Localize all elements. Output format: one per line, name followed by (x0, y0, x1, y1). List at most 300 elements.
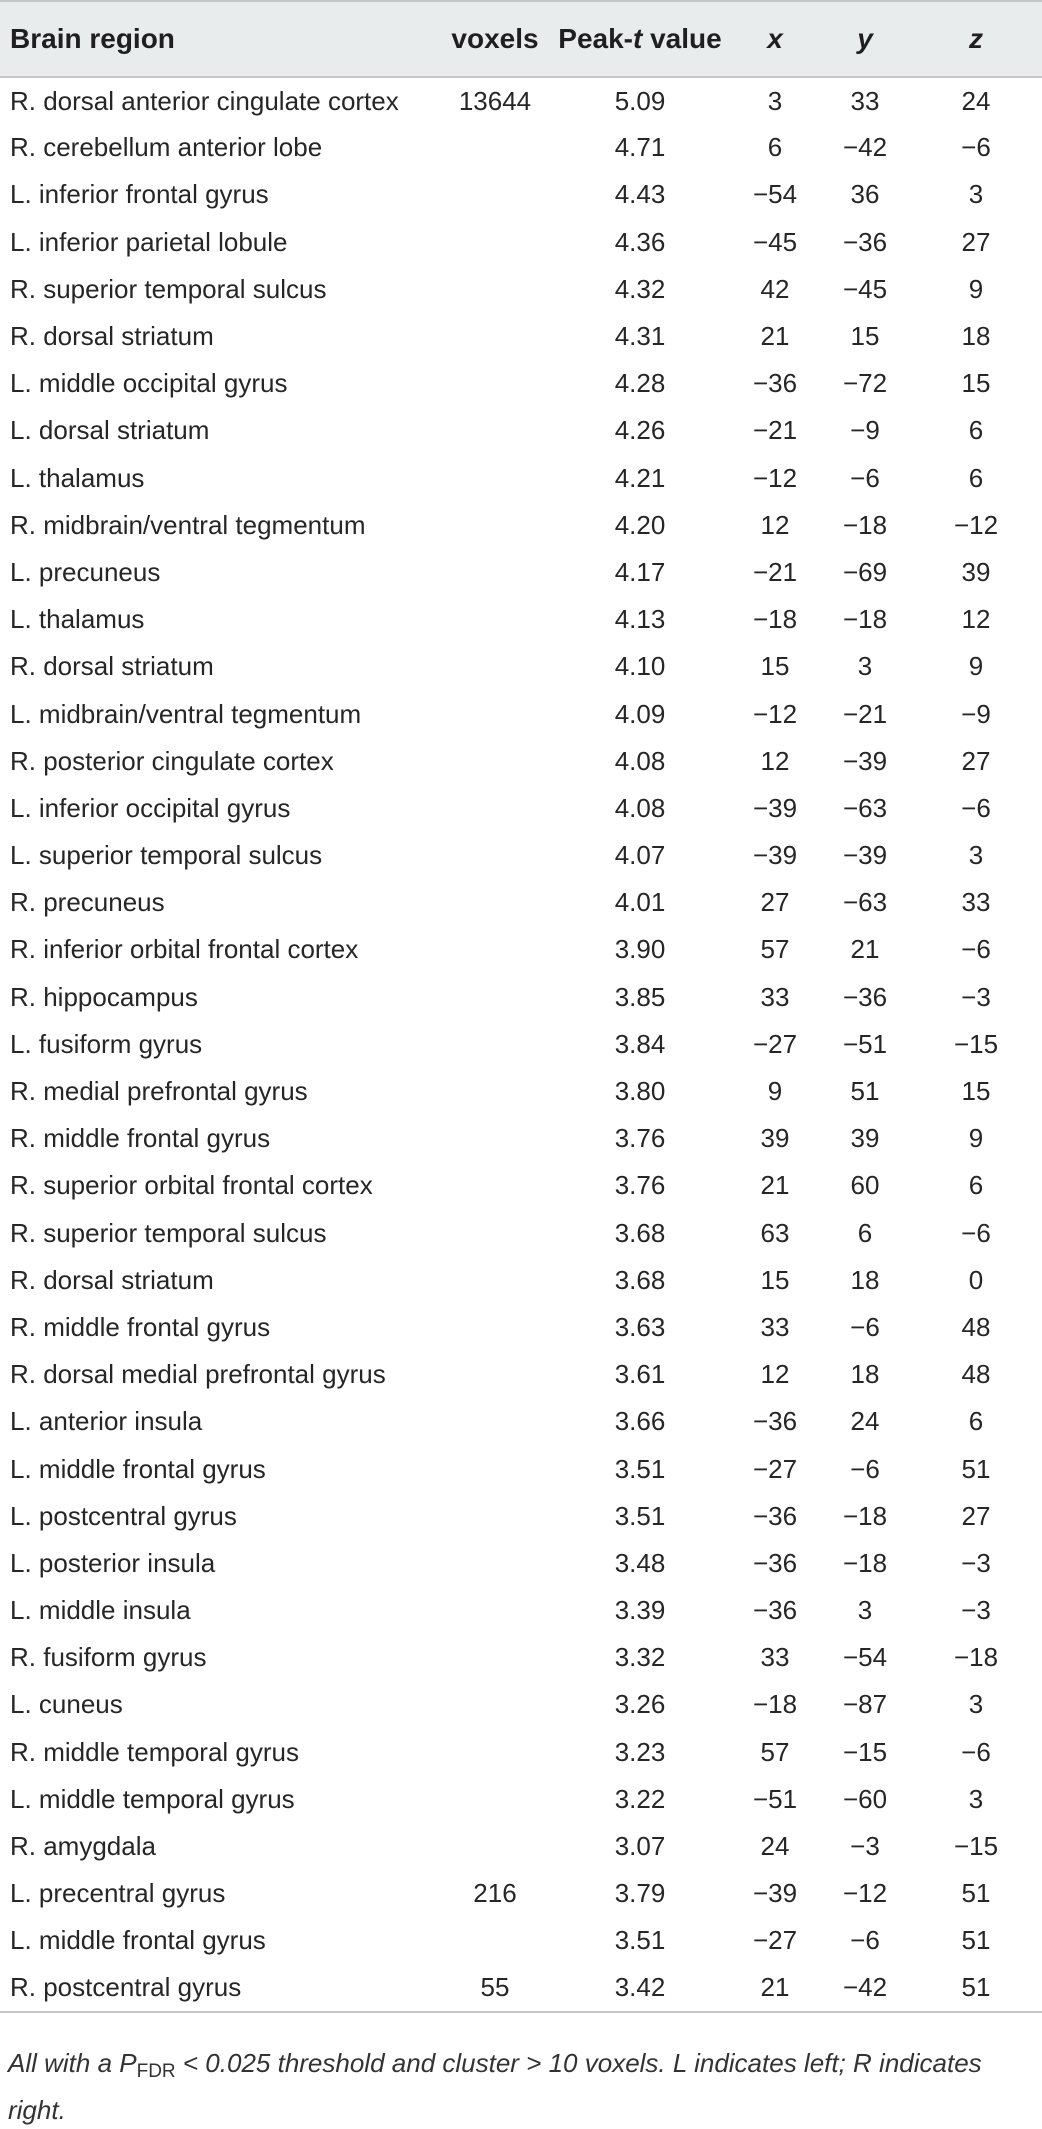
table-row (0, 1493, 1042, 1540)
table-row (0, 360, 1042, 407)
cell-x: 3 (767, 85, 783, 116)
cell-brain-region: L. inferior parietal lobule (10, 226, 288, 257)
cell-x: 27 (760, 887, 790, 918)
cell-brain-region: L. anterior insula (10, 1406, 203, 1437)
cell-x: 33 (760, 1311, 790, 1342)
cell-brain-region: R. medial prefrontal gyrus (10, 1076, 308, 1107)
cell-peak-t-value: 3.68 (614, 1264, 666, 1295)
cell-peak-t-value: 4.31 (614, 321, 666, 352)
cell-y: −42 (842, 132, 888, 163)
table-row (0, 926, 1042, 973)
cell-z: 9 (968, 651, 984, 682)
cell-peak-t-value: 4.32 (614, 273, 666, 304)
cell-y: 3 (857, 1595, 873, 1626)
cell-x: 12 (760, 509, 790, 540)
cell-voxels (440, 1729, 550, 1776)
table-row (0, 1068, 1042, 1115)
cell-voxels (440, 171, 550, 218)
cell-peak-t-value: 3.32 (614, 1642, 666, 1673)
cell-brain-region: R. dorsal striatum (10, 321, 214, 352)
cell-y: −63 (842, 792, 888, 823)
cell-brain-region: R. superior temporal sulcus (10, 1217, 327, 1248)
cell-y: −36 (842, 981, 888, 1012)
cell-peak-t-value: 3.51 (614, 1925, 666, 1956)
table-row (0, 1162, 1042, 1209)
cell-y: −51 (842, 1028, 888, 1059)
cell-z: −3 (961, 981, 991, 1012)
cell-x: −27 (752, 1028, 798, 1059)
cell-z: 6 (968, 462, 984, 493)
cell-x: −18 (752, 604, 798, 635)
cell-voxels (440, 1162, 550, 1209)
cell-z: −15 (953, 1028, 999, 1059)
cell-peak-t-value: 4.13 (614, 604, 666, 635)
cell-brain-region: R. cerebellum anterior lobe (10, 132, 323, 163)
cell-x: 42 (760, 273, 790, 304)
cell-z: 48 (961, 1311, 991, 1342)
cell-brain-region: R. inferior orbital frontal cortex (10, 934, 359, 965)
cell-z: 51 (961, 1453, 991, 1484)
cell-peak-t-value: 4.17 (614, 556, 666, 587)
table-row (0, 1823, 1042, 1870)
cell-voxels (440, 738, 550, 785)
table-row (0, 1021, 1042, 1068)
cell-x: −39 (752, 792, 798, 823)
cell-brain-region: L. dorsal striatum (10, 415, 210, 446)
cell-y: −39 (842, 840, 888, 871)
cell-brain-region: R. dorsal striatum (10, 651, 214, 682)
cell-voxels (440, 832, 550, 879)
cell-y: −12 (842, 1878, 888, 1909)
cell-x: 33 (760, 1642, 790, 1673)
cell-peak-t-value: 4.20 (614, 509, 666, 540)
cell-y: −69 (842, 556, 888, 587)
cell-voxels (440, 690, 550, 737)
table-row (0, 1304, 1042, 1351)
footnote-text-end: < 0.025 threshold and cluster > 10 voxels. L indicates left; R indicates right. (8, 2048, 982, 2125)
cell-x: −27 (752, 1925, 798, 1956)
table-row (0, 1634, 1042, 1681)
cell-brain-region: R. middle temporal gyrus (10, 1736, 299, 1767)
header-peak-t-value (550, 1, 730, 77)
cell-z: 27 (961, 226, 991, 257)
cell-peak-t-value: 4.71 (614, 132, 666, 163)
table-row (0, 832, 1042, 879)
cell-y: −63 (842, 887, 888, 918)
cell-brain-region: L. thalamus (10, 462, 145, 493)
header-row (0, 1, 1042, 77)
cell-y: −54 (842, 1642, 888, 1673)
cell-peak-t-value: 3.48 (614, 1547, 666, 1578)
cell-y: 39 (850, 1123, 880, 1154)
cell-brain-region: R. amygdala (10, 1831, 156, 1862)
table-row (0, 455, 1042, 502)
cell-peak-t-value: 3.76 (614, 1170, 666, 1201)
cell-peak-t-value: 3.85 (614, 981, 666, 1012)
cell-x: −51 (752, 1783, 798, 1814)
table-row (0, 266, 1042, 313)
cell-voxels (440, 1398, 550, 1445)
cell-voxels (440, 1776, 550, 1823)
cell-z: 9 (968, 273, 984, 304)
cell-z: 39 (961, 556, 991, 587)
cell-voxels (440, 124, 550, 171)
cell-y: −42 (842, 1972, 888, 2003)
cell-y: −18 (842, 509, 888, 540)
cell-x: 6 (767, 132, 783, 163)
cell-brain-region: L. postcentral gyrus (10, 1500, 237, 1531)
cell-z: 6 (968, 1406, 984, 1437)
cell-voxels (440, 785, 550, 832)
cell-voxels (440, 879, 550, 926)
cell-x: 21 (760, 1972, 790, 2003)
cell-voxels (440, 1445, 550, 1492)
cell-peak-t-value: 3.90 (614, 934, 666, 965)
cell-y: −87 (842, 1689, 888, 1720)
cell-x: 39 (760, 1123, 790, 1154)
cell-peak-t-value: 3.26 (614, 1689, 666, 1720)
cell-brain-region: R. dorsal medial prefrontal gyrus (10, 1359, 386, 1390)
cell-z: −12 (953, 509, 999, 540)
header-peak-t: t (633, 23, 643, 54)
table-row (0, 219, 1042, 266)
cell-y: −72 (842, 368, 888, 399)
cell-z: 48 (961, 1359, 991, 1390)
cell-x: −21 (752, 415, 798, 446)
cell-voxels (440, 974, 550, 1021)
cell-peak-t-value: 4.08 (614, 792, 666, 823)
header-voxels: voxels (451, 23, 539, 54)
header-x: x (767, 23, 783, 54)
cell-z: −18 (953, 1642, 999, 1673)
table-row (0, 171, 1042, 218)
cell-brain-region: L. posterior insula (10, 1547, 216, 1578)
cell-voxels (440, 266, 550, 313)
cell-voxels (440, 502, 550, 549)
cell-x: 15 (760, 1264, 790, 1295)
table-row (0, 1965, 1042, 2012)
cell-peak-t-value: 4.36 (614, 226, 666, 257)
cell-z: 3 (968, 840, 984, 871)
cell-voxels (440, 313, 550, 360)
cell-y: −18 (842, 1547, 888, 1578)
cell-voxels (440, 643, 550, 690)
cell-z: −6 (961, 792, 991, 823)
cell-voxels (440, 596, 550, 643)
cell-y: −6 (850, 1311, 880, 1342)
cell-z: −9 (961, 698, 991, 729)
cell-peak-t-value: 4.01 (614, 887, 666, 918)
cell-z: 12 (961, 604, 991, 635)
cell-brain-region: L. middle frontal gyrus (10, 1453, 266, 1484)
cell-z: 3 (968, 179, 984, 210)
cell-x: 15 (760, 651, 790, 682)
cell-z: −6 (961, 934, 991, 965)
cell-y: 6 (857, 1217, 873, 1248)
cell-peak-t-value: 4.43 (614, 179, 666, 210)
cell-brain-region: R. postcentral gyrus (10, 1972, 242, 2003)
table-row (0, 1681, 1042, 1728)
cell-peak-t-value: 3.80 (614, 1076, 666, 1107)
cell-brain-region: L. superior temporal sulcus (10, 840, 323, 871)
cell-voxels: 216 (473, 1878, 517, 1909)
cell-voxels (440, 1021, 550, 1068)
cell-peak-t-value: 4.07 (614, 840, 666, 871)
cell-z: 33 (961, 887, 991, 918)
cell-voxels (440, 455, 550, 502)
cell-voxels (440, 1257, 550, 1304)
cell-y: −9 (850, 415, 880, 446)
cell-z: 24 (961, 85, 991, 116)
cell-x: −27 (752, 1453, 798, 1484)
cell-y: −6 (850, 462, 880, 493)
cell-y: −6 (850, 1925, 880, 1956)
cell-brain-region: L. fusiform gyrus (10, 1028, 203, 1059)
cell-peak-t-value: 3.42 (614, 1972, 666, 2003)
table-row (0, 313, 1042, 360)
table-row (0, 738, 1042, 785)
cell-peak-t-value: 4.28 (614, 368, 666, 399)
cell-y: 60 (850, 1170, 880, 1201)
cell-z: 15 (961, 368, 991, 399)
cell-peak-t-value: 3.79 (614, 1878, 666, 1909)
cell-x: −36 (752, 368, 798, 399)
cell-peak-t-value: 3.63 (614, 1311, 666, 1342)
table-row (0, 1776, 1042, 1823)
cell-voxels (440, 1304, 550, 1351)
cell-brain-region: R. fusiform gyrus (10, 1642, 207, 1673)
cell-voxels: 13644 (458, 85, 532, 116)
cell-x: 12 (760, 1359, 790, 1390)
cell-x: −36 (752, 1547, 798, 1578)
footnote-text-start: All with a P (8, 2048, 137, 2078)
cell-brain-region: L. middle insula (10, 1595, 191, 1626)
cell-y: 3 (857, 651, 873, 682)
table-row (0, 77, 1042, 124)
cell-z: −6 (961, 1736, 991, 1767)
cell-x: −36 (752, 1406, 798, 1437)
cell-x: −39 (752, 1878, 798, 1909)
cell-z: −3 (961, 1547, 991, 1578)
table-row (0, 879, 1042, 926)
table-row (0, 690, 1042, 737)
cell-brain-region: L. thalamus (10, 604, 145, 635)
table-row (0, 1917, 1042, 1964)
cell-voxels (440, 1210, 550, 1257)
cell-peak-t-value: 3.51 (614, 1500, 666, 1531)
table-row (0, 1540, 1042, 1587)
cell-y: 18 (850, 1359, 880, 1390)
cell-y: −36 (842, 226, 888, 257)
cell-voxels (440, 1587, 550, 1634)
table-row (0, 1351, 1042, 1398)
header-y: y (857, 23, 873, 54)
cell-z: 3 (968, 1783, 984, 1814)
cell-peak-t-value: 3.51 (614, 1453, 666, 1484)
cell-brain-region: L. inferior frontal gyrus (10, 179, 269, 210)
cell-x: −36 (752, 1595, 798, 1626)
cell-x: 57 (760, 1736, 790, 1767)
cell-peak-t-value: 3.22 (614, 1783, 666, 1814)
cell-z: 15 (961, 1076, 991, 1107)
cell-x: 33 (760, 981, 790, 1012)
cell-z: −15 (953, 1831, 999, 1862)
cell-voxels (440, 219, 550, 266)
cell-z: 27 (961, 1500, 991, 1531)
cell-x: 9 (767, 1076, 783, 1107)
table-row (0, 502, 1042, 549)
cell-z: −6 (961, 1217, 991, 1248)
cell-x: −39 (752, 840, 798, 871)
cell-peak-t-value: 3.66 (614, 1406, 666, 1437)
cell-brain-region: R. dorsal anterior cingulate cortex (10, 85, 399, 116)
cell-brain-region: L. middle occipital gyrus (10, 368, 288, 399)
cell-brain-region: L. precentral gyrus (10, 1878, 226, 1909)
cell-z: 51 (961, 1925, 991, 1956)
cell-x: −12 (752, 462, 798, 493)
cell-peak-t-value: 3.61 (614, 1359, 666, 1390)
cell-voxels (440, 1634, 550, 1681)
cell-voxels (440, 1351, 550, 1398)
cell-x: 21 (760, 1170, 790, 1201)
cell-x: 63 (760, 1217, 790, 1248)
cell-z: 51 (961, 1972, 991, 2003)
cell-x: 24 (760, 1831, 790, 1862)
cell-voxels (440, 1540, 550, 1587)
cell-y: 24 (850, 1406, 880, 1437)
cell-y: 33 (850, 85, 880, 116)
cell-peak-t-value: 4.10 (614, 651, 666, 682)
cell-y: −15 (842, 1736, 888, 1767)
cell-z: 0 (968, 1264, 984, 1295)
cell-voxels (440, 407, 550, 454)
cell-voxels (440, 360, 550, 407)
cell-voxels (440, 1917, 550, 1964)
table-row (0, 974, 1042, 1021)
cell-peak-t-value: 3.23 (614, 1736, 666, 1767)
cell-voxels (440, 1823, 550, 1870)
cell-z: 18 (961, 321, 991, 352)
cell-peak-t-value: 3.68 (614, 1217, 666, 1248)
cell-z: 3 (968, 1689, 984, 1720)
cell-y: −18 (842, 604, 888, 635)
cell-x: −54 (752, 179, 798, 210)
cell-peak-t-value: 3.07 (614, 1831, 666, 1862)
cell-brain-region: R. middle frontal gyrus (10, 1311, 271, 1342)
cell-x: −36 (752, 1500, 798, 1531)
cell-x: −18 (752, 1689, 798, 1720)
cell-x: 21 (760, 321, 790, 352)
cell-z: 51 (961, 1878, 991, 1909)
cell-brain-region: L. inferior occipital gyrus (10, 792, 291, 823)
cell-brain-region: L. middle frontal gyrus (10, 1925, 266, 1956)
cell-x: −12 (752, 698, 798, 729)
cell-peak-t-value: 4.21 (614, 462, 666, 493)
table-row (0, 1587, 1042, 1634)
cell-y: −39 (842, 745, 888, 776)
cell-peak-t-value: 4.26 (614, 415, 666, 446)
cell-y: −21 (842, 698, 888, 729)
table-row (0, 643, 1042, 690)
table-row (0, 549, 1042, 596)
cell-x: 12 (760, 745, 790, 776)
cell-peak-t-value: 4.08 (614, 745, 666, 776)
cell-x: −45 (752, 226, 798, 257)
cell-voxels (440, 926, 550, 973)
cell-y: 21 (850, 934, 880, 965)
cell-brain-region: L. cuneus (10, 1689, 123, 1720)
cell-y: 51 (850, 1076, 880, 1107)
cell-peak-t-value: 3.39 (614, 1595, 666, 1626)
table-row (0, 1445, 1042, 1492)
table-row (0, 785, 1042, 832)
cell-voxels: 55 (480, 1972, 510, 2003)
cell-brain-region: R. superior temporal sulcus (10, 273, 327, 304)
cell-voxels (440, 549, 550, 596)
cell-z: −6 (961, 132, 991, 163)
table-row (0, 407, 1042, 454)
cell-brain-region: R. posterior cingulate cortex (10, 745, 334, 776)
footnote-subscript: FDR (136, 2061, 176, 2082)
cell-voxels (440, 1493, 550, 1540)
cell-z: 6 (968, 415, 984, 446)
header-peak-suffix: value (642, 23, 722, 54)
table-row (0, 1210, 1042, 1257)
table-row (0, 596, 1042, 643)
cell-x: −21 (752, 556, 798, 587)
cell-peak-t-value: 3.84 (614, 1028, 666, 1059)
cell-peak-t-value: 3.76 (614, 1123, 666, 1154)
header-z: z (969, 23, 983, 54)
cell-brain-region: R. hippocampus (10, 981, 198, 1012)
cell-y: 18 (850, 1264, 880, 1295)
table-bottom-rule (0, 2012, 1042, 2013)
table-row (0, 1115, 1042, 1162)
cell-voxels (440, 1681, 550, 1728)
cell-z: 6 (968, 1170, 984, 1201)
table-row (0, 1398, 1042, 1445)
table-row (0, 1729, 1042, 1776)
cell-y: 36 (850, 179, 880, 210)
cell-y: −18 (842, 1500, 888, 1531)
cell-brain-region: L. midbrain/ventral tegmentum (10, 698, 362, 729)
cell-x: 57 (760, 934, 790, 965)
header-brain-region: Brain region (10, 23, 175, 54)
cell-brain-region: R. middle frontal gyrus (10, 1123, 271, 1154)
cell-voxels (440, 1115, 550, 1162)
cell-y: −6 (850, 1453, 880, 1484)
cell-y: −3 (850, 1831, 880, 1862)
table-footnote (8, 2044, 1038, 2129)
cell-z: 9 (968, 1123, 984, 1154)
cell-z: −3 (961, 1595, 991, 1626)
cell-brain-region: R. midbrain/ventral tegmentum (10, 509, 366, 540)
cell-brain-region: R. superior orbital frontal cortex (10, 1170, 373, 1201)
table-row (0, 124, 1042, 171)
cell-y: −60 (842, 1783, 888, 1814)
table-row (0, 1257, 1042, 1304)
cell-y: 15 (850, 321, 880, 352)
table-row (0, 1870, 1042, 1917)
cell-brain-region: R. dorsal striatum (10, 1264, 214, 1295)
header-peak-prefix: Peak- (558, 23, 633, 54)
cell-voxels (440, 1068, 550, 1115)
cell-brain-region: L. precuneus (10, 556, 161, 587)
cell-brain-region: L. middle temporal gyrus (10, 1783, 295, 1814)
table-body (0, 77, 1042, 2012)
cell-y: −45 (842, 273, 888, 304)
cell-peak-t-value: 5.09 (614, 85, 666, 116)
